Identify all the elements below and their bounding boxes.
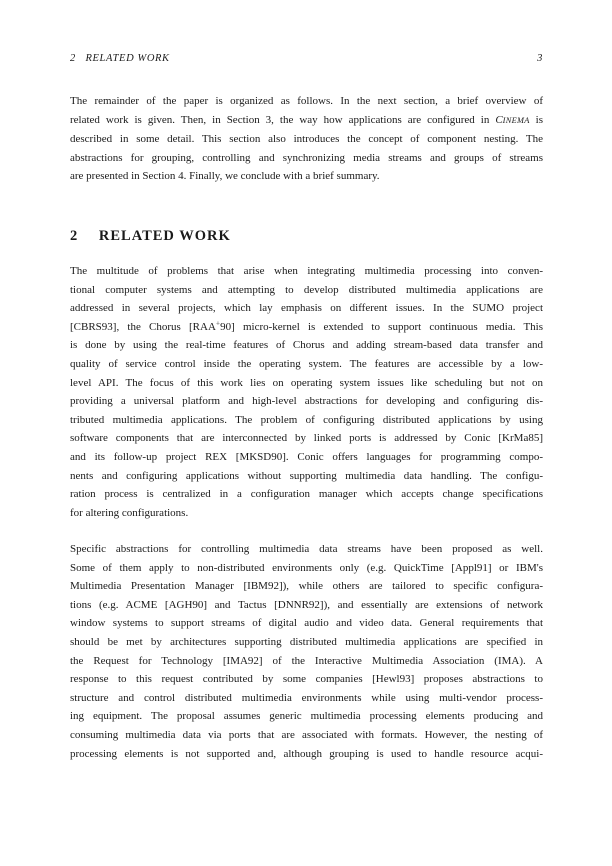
text-line: nents and configuring applications without supporting multimedia data handling. The configu-	[70, 469, 543, 482]
text-line: processing elements is not supported and, although grouping is used to handle resource acqui-	[70, 747, 543, 760]
text-line: for altering configurations.	[70, 506, 189, 519]
text-line: The remainder of the paper is organized as follows. In the next section, a brief overview of	[70, 95, 543, 107]
text-line: [CBRS93], the Chorus [RAA+90] micro-kernel is extended to support continuous media. This	[70, 318, 544, 333]
text-line: tional computer systems and attempting to develop distributed multimedia applications are	[70, 283, 543, 296]
text-line: Some of them apply to non-distributed environments only (e.g. QuickTime [Appl91] or IBM's	[70, 561, 543, 574]
text-line: described in some detail. This section also introduces the concept of component nesting. The	[70, 133, 543, 146]
text-line: the Request for Technology [IMA92] of the Interactive Multimedia Association (IMA). A	[70, 654, 543, 667]
text-line: Multimedia Presentation Manager [IBM92]), while others are tailored to specific configura-	[70, 580, 543, 593]
text-line: level API. The focus of this work lies on operating system issues like scheduling but not on	[70, 376, 543, 389]
text-line: ration process is centralized in a configuration manager which accepts change specifications	[70, 488, 543, 501]
text-line: ing equipment. The proposal assumes generic multimedia processing elements producing and	[70, 710, 543, 723]
text-line: window systems to support streams of digital audio and video data. General requirements that	[70, 617, 543, 630]
text-line: tions (e.g. ACME [AGH90] and Tactus [DNNR92]), and essentially are extensions of network	[70, 598, 543, 611]
intro-paragraph	[70, 92, 543, 186]
text-line: is done by using the real-time features of Chorus and adding stream-based data transfer and	[70, 339, 543, 352]
text-line: Specific abstractions for controlling multimedia data streams have been proposed as well.	[70, 543, 543, 555]
text-line: abstractions for grouping, controlling and synchronizing media streams and groups of streams	[70, 151, 543, 164]
text-line: and its follow-up project REX [MKSD90]. Conic offers languages for programming compo-	[70, 450, 543, 463]
running-header-section-label: 2 RELATED WORK	[70, 53, 170, 64]
text-line: providing a universal platform and high-level abstractions for developing and configuring dis-	[70, 395, 543, 408]
text-line: are presented in Section 4. Finally, we conclude with a brief summary.	[70, 170, 380, 183]
text-line: should be met by architectures supporting distributed multimedia applications are specified in	[70, 635, 543, 648]
related-work-paragraph-2	[70, 540, 543, 763]
text-line: consuming multimedia data via ports that are associated with formats. However, the nesting of	[70, 728, 543, 741]
text-line: software components that are interconnected by linked ports is addressed by Conic [KrMa85]	[70, 432, 543, 445]
section-heading	[70, 228, 231, 245]
related-work-paragraph-1	[70, 262, 543, 522]
text-line: response to this request contributed by some companies [Hewl93] proposes abstractions to	[70, 673, 543, 686]
text-line: addressed in several projects, which lay emphasis on different issues. In the SUMO project	[70, 302, 543, 315]
text-line: tributed multimedia applications. The problem of configuring distributed applications by using	[70, 413, 543, 426]
running-header-page-number: 3	[537, 53, 543, 64]
text-line: structure and control distributed multimedia environments while using multi-vendor process-	[70, 691, 543, 704]
section-title: RELATED WORK	[98, 228, 231, 244]
text-line: quality of service control inside the operating system. The features are accessible by a low-	[70, 357, 543, 370]
section-number: 2	[70, 228, 79, 244]
cinema-wordmark: CINEMA	[495, 113, 530, 126]
text-line: The multitude of problems that arise when integrating multimedia processing into conven-	[70, 265, 543, 277]
text-line: related work is given. Then, in Section 3, the way how applications are configured in CINEMA is	[70, 113, 543, 126]
running-header	[70, 53, 543, 64]
